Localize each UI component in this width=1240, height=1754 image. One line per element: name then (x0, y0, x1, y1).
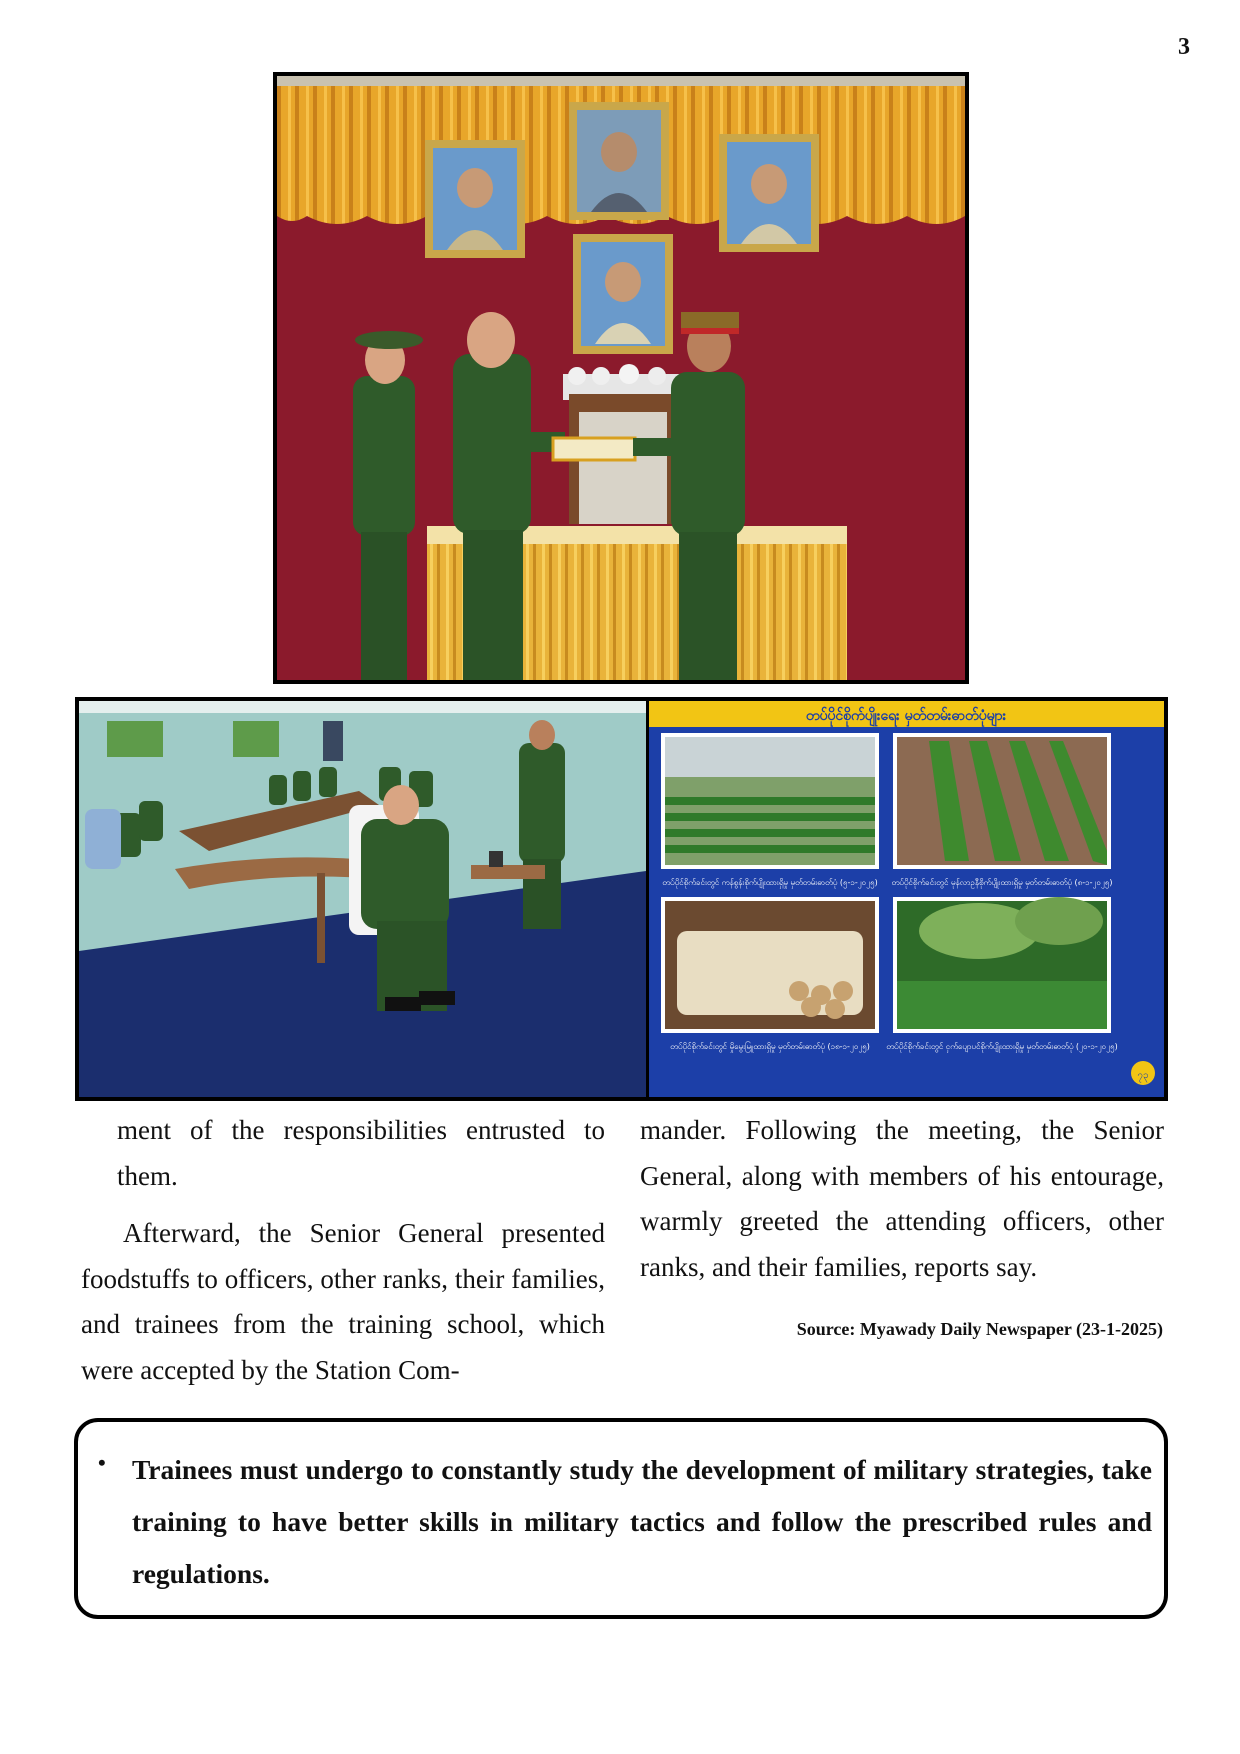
agriculture-display-panel (649, 701, 1164, 1097)
panel-caption-2: တပ်ပိုင်စိုက်ခင်းတွင် မုန်လာဥနီစိုက်ပျိုးထားရှိမှု မှတ်တမ်းဓာတ်ပုံ (၈-၁-၂၀၂၅) (891, 878, 1113, 887)
meeting-composite-photo (75, 697, 1168, 1101)
agriculture-panel-image (649, 701, 1164, 1097)
panel-caption-4: တပ်ပိုင်စိုက်ခင်းတွင် ငှက်ပျောပင်စိုက်ပျိုးထားရှိမှု မှတ်တမ်းဓာတ်ပုံ (၂၀-၁-၂၀၂၅) (886, 1042, 1118, 1051)
article-source: Source: Myawady Daily Newspaper (23-1-2025) (796, 1319, 1163, 1339)
panel-page-badge: ၇၃ (1137, 1070, 1149, 1081)
callout-box (74, 1418, 1168, 1619)
page-number: 3 (1178, 34, 1190, 60)
article-paragraph: Afterward, the Senior General presented foodstuffs to officers, other ranks, their families, and trainees from the training school, which were accepted by the Station Com- (81, 1218, 605, 1385)
bullet-icon: • (98, 1450, 106, 1475)
article-left-column (81, 1108, 605, 1393)
panel-caption-1: တပ်ပိုင်စိုက်ခင်းတွင် ကန်စွန်းစိုက်ပျိုးထားရှိမှု မှတ်တမ်းဓာတ်ပုံ (၅-၁-၂၀၂၅) (662, 878, 878, 887)
ceremony-photo-image (277, 76, 965, 680)
article-paragraph: mander. Following the meeting, the Senior General, along with members of his entourage, warmly greeted the attending officers, other ranks, and their families, reports say. (640, 1115, 1164, 1282)
meeting-photo (79, 701, 646, 1097)
callout-text: Trainees must undergo to constantly study the development of military strategies, take training to have better skills in military tactics and follow the prescribed rules and regulations. (132, 1454, 1152, 1589)
panel-heading: တပ်ပိုင်စိုက်ပျိုးရေး မှတ်တမ်းဓာတ်ပုံများ (805, 708, 1007, 724)
panel-caption-3: တပ်ပိုင်စိုက်ခင်းတွင် မှိုမွေးမြူထားရှိမှု မှတ်တမ်းဓာတ်ပုံ (၁၈-၁-၂၀၂၅) (670, 1042, 870, 1051)
ceremony-photo (273, 72, 969, 684)
meeting-photo-image (79, 701, 646, 1097)
article-right-column (640, 1108, 1164, 1290)
portrait-left (425, 140, 525, 258)
article-paragraph: ment of the responsibilities entrusted to them. (117, 1115, 605, 1191)
